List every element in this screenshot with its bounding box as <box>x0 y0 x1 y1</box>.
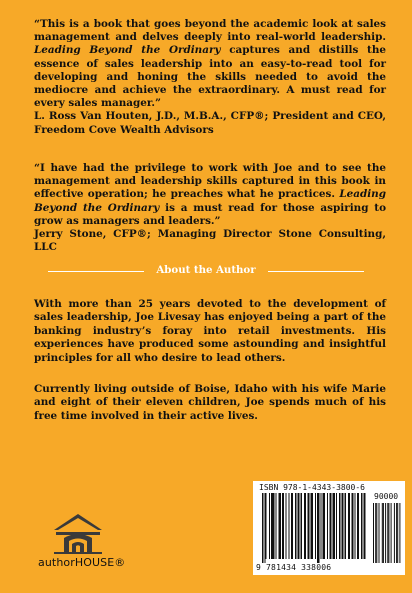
about-author-divider <box>48 264 364 278</box>
quote-attribution: L. Ross Van Houten, J.D., M.B.A., CFP®; President and CEO, Freedom Cove Wealth Advisors <box>34 110 386 136</box>
publisher-logo <box>40 512 130 572</box>
quote-text: “I have had the privilege to work with Joe and to see the management and leadership skills captured in this book in effective operation; he preaches what he practices. Leading Beyond the Ordinary is a must read for those aspiring to grow as managers and leaders.” <box>34 162 386 227</box>
quote-text: “This is a book that goes beyond the academic look at sales management and delves deeply into real-world leadership. Leading Beyond the Ordinary captures and distills the essence of sales leadership into an easy-to-read tool for developing and honing the skills needed to avoid the mediocre and achieve the extraordinary. A must read for every sales manager.” <box>34 18 387 110</box>
isbn-label: ISBN 978-1-4343-3800-6 <box>259 483 365 492</box>
ean-barcode-bars <box>262 493 366 563</box>
price-barcode-bars <box>373 503 401 563</box>
author-bio-paragraph-2: Currently living outside of Boise, Idaho with his wife Marie and eight of their eleven children, Joe spends much of his free time involved in their active lives. <box>34 383 386 422</box>
endorsement-quote-1 <box>34 18 386 137</box>
endorsement-quote-2 <box>34 162 386 254</box>
quote-attribution: Jerry Stone, CFP®; Managing Director Stone Consulting, LLC <box>34 228 386 254</box>
publisher-name: authorHOUSE® <box>38 556 126 569</box>
authorhouse-icon <box>50 512 106 554</box>
divider-line-right <box>268 271 364 272</box>
author-bio-paragraph-1: With more than 25 years devoted to the development of sales leadership, Joe Livesay has enjoyed being a part of the banking industry’s foray into retail investments. His experiences have produced some astounding and insightful principles for all who desire to lead others. <box>34 298 386 364</box>
price-code: 90000 <box>374 492 399 501</box>
isbn-barcode <box>253 481 405 575</box>
ean-number: 9 781434 338006 <box>256 563 332 572</box>
about-author-heading: About the Author <box>156 264 256 276</box>
